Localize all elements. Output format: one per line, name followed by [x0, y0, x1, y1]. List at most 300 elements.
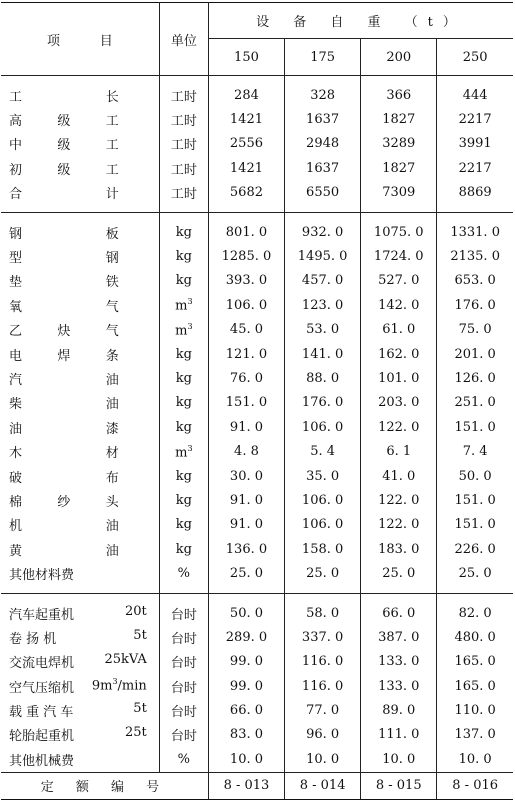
value-cell: 932. 0	[285, 220, 361, 244]
value-cell: 1421	[208, 156, 284, 180]
item-name-cell	[1, 464, 159, 488]
value-cell: 176. 0	[454, 297, 496, 313]
item-name-cell	[1, 132, 159, 156]
unit-text: m	[175, 322, 188, 338]
unit-cell	[159, 132, 208, 156]
value-cell: 58. 0	[285, 601, 361, 625]
unit-text: kg	[175, 468, 192, 484]
unit-cell	[159, 318, 208, 342]
machine-spec-text: 5t	[133, 701, 147, 717]
item-name-char: 级	[57, 138, 71, 154]
value-cell: 3991	[458, 136, 492, 152]
material-row	[1, 220, 513, 244]
value-cell: 133. 0	[361, 650, 437, 674]
item-name-char: 工	[105, 162, 119, 178]
value-cell: 101. 0	[361, 366, 437, 390]
machine-spec	[125, 725, 147, 744]
value-cell: 91. 0	[208, 513, 284, 537]
item-name-char: 合	[9, 187, 23, 203]
machinery-row	[1, 625, 513, 649]
unit-cell	[159, 513, 208, 537]
item-name-cell	[1, 366, 159, 390]
value-cell: 77. 0	[285, 698, 361, 722]
spacer-cell	[437, 76, 513, 84]
machine-name: 轮胎起重机	[9, 729, 75, 745]
value-cell: 2556	[208, 132, 284, 156]
material-row	[1, 318, 513, 342]
value-cell: 393. 0	[208, 269, 284, 293]
item-name-char: 级	[57, 162, 71, 178]
unit-text: 台时	[170, 729, 197, 745]
value-cell: 6550	[285, 181, 361, 205]
value-cell: 25. 0	[458, 566, 492, 582]
spacer-cell	[159, 205, 208, 213]
unit-cell	[159, 625, 208, 649]
machine-name: 卷 扬 机	[9, 631, 57, 647]
unit-superscript: 3	[187, 321, 193, 331]
item-name-char: 汽	[9, 372, 23, 388]
value-cell: 2217	[458, 112, 492, 128]
header-unit: 单位	[159, 3, 208, 76]
unit-text: 台时	[170, 705, 197, 721]
item-name-char: 氧	[9, 299, 23, 315]
value-cell: 142. 0	[361, 293, 437, 317]
spacer-cell	[208, 212, 284, 220]
unit-text: 工时	[170, 162, 197, 178]
item-name-char: 气	[105, 299, 119, 315]
material-row	[1, 366, 513, 390]
machine-spec-text: 5t	[133, 627, 147, 643]
machinery-row	[1, 601, 513, 625]
unit-cell	[159, 747, 208, 772]
header-item-cell	[1, 3, 159, 76]
header-row-1	[1, 3, 513, 39]
item-name-char: 材	[105, 446, 119, 462]
item-name-cell	[1, 269, 159, 293]
unit-cell	[159, 83, 208, 107]
unit-text: kg	[175, 346, 192, 362]
value-cell: 61. 0	[361, 318, 437, 342]
labor-row	[1, 132, 513, 156]
value-cell: 25. 0	[361, 561, 437, 585]
value-cell: 1827	[361, 107, 437, 131]
unit-text: kg	[175, 249, 192, 265]
item-name-cell	[1, 439, 159, 463]
value-cell: 116. 0	[285, 674, 361, 698]
value-cell: 50. 0	[208, 601, 284, 625]
spacer-cell	[285, 205, 361, 213]
item-name-char: 钢	[105, 251, 119, 267]
item-name-cell	[1, 220, 159, 244]
value-cell: 3289	[361, 132, 437, 156]
unit-cell	[159, 723, 208, 747]
unit-text: kg	[175, 370, 192, 386]
value-cell: 444	[462, 87, 488, 103]
unit-cell	[159, 220, 208, 244]
machine-name: 交流电焊机	[9, 656, 75, 672]
spacer-row	[1, 593, 513, 601]
value-cell: 1421	[208, 107, 284, 131]
item-name-char: 油	[105, 543, 119, 559]
machinery-row	[1, 723, 513, 747]
machine-name-cell	[1, 723, 159, 747]
item-name-char: 头	[105, 494, 119, 510]
value-cell: 5. 4	[285, 439, 361, 463]
spacer-cell	[159, 586, 208, 594]
item-name-char: 型	[9, 251, 23, 267]
value-cell: 116. 0	[285, 650, 361, 674]
item-name-char: 条	[105, 348, 119, 364]
value-cell: 203. 0	[361, 391, 437, 415]
value-cell: 226. 0	[454, 541, 496, 557]
value-cell: 136. 0	[208, 537, 284, 561]
machine-spec	[92, 677, 147, 696]
value-cell: 91. 0	[208, 488, 284, 512]
value-cell: 183. 0	[361, 537, 437, 561]
machine-spec	[125, 604, 147, 623]
item-name-char: 气	[105, 324, 119, 340]
quota-code: 8 - 013	[208, 772, 284, 799]
unit-text: %	[177, 566, 191, 582]
labor-row	[1, 156, 513, 180]
spacer-cell	[159, 593, 208, 601]
machine-name: 汽车起重机	[9, 607, 75, 623]
material-row	[1, 488, 513, 512]
value-cell: 10. 0	[208, 747, 284, 772]
value-cell: 4. 8	[208, 439, 284, 463]
unit-cell	[159, 107, 208, 131]
unit-text: kg	[175, 517, 192, 533]
labor-row	[1, 107, 513, 131]
value-cell: 106. 0	[285, 513, 361, 537]
value-cell: 1495. 0	[285, 244, 361, 268]
value-cell: 75. 0	[458, 322, 492, 338]
spacer-cell	[208, 76, 284, 84]
item-name-cell	[1, 107, 159, 131]
spacer-cell	[361, 586, 437, 594]
material-row	[1, 244, 513, 268]
machine-name: 空气压缩机	[9, 680, 75, 696]
value-cell: 110. 0	[454, 703, 496, 719]
item-name-char: 炔	[57, 324, 71, 340]
unit-cell	[159, 415, 208, 439]
machine-name: 载 重 汽 车	[9, 705, 74, 721]
spacer-row	[1, 205, 513, 213]
material-row	[1, 439, 513, 463]
value-cell: 106. 0	[285, 488, 361, 512]
unit-cell	[159, 439, 208, 463]
value-cell: 2948	[285, 132, 361, 156]
unit-text: %	[177, 751, 191, 767]
material-row	[1, 342, 513, 366]
item-name-char: 油	[105, 519, 119, 535]
machine-name-cell	[1, 625, 159, 649]
item-name-char: 焊	[57, 348, 71, 364]
value-cell: 165. 0	[454, 654, 496, 670]
quota-code: 8 - 016	[437, 772, 513, 799]
header-col-250: 250	[437, 39, 513, 76]
value-cell: 289. 0	[208, 625, 284, 649]
value-cell: 53. 0	[285, 318, 361, 342]
value-cell: 1075. 0	[361, 220, 437, 244]
unit-cell	[159, 561, 208, 585]
value-cell: 653. 0	[454, 273, 496, 289]
spacer-cell	[285, 76, 361, 84]
value-cell: 122. 0	[361, 513, 437, 537]
item-name-char: 破	[9, 470, 23, 486]
spacer-cell	[437, 593, 513, 601]
machine-name-cell	[1, 601, 159, 625]
unit-text: 台时	[170, 631, 197, 647]
quota-table	[1, 2, 513, 800]
item-name-char: 布	[105, 470, 119, 486]
value-cell: 66. 0	[361, 601, 437, 625]
unit-cell	[159, 698, 208, 722]
value-cell: 1827	[361, 156, 437, 180]
spacer-cell	[361, 593, 437, 601]
item-name-char: 工	[105, 138, 119, 154]
spacer-cell	[159, 212, 208, 220]
value-cell: 10. 0	[458, 751, 492, 767]
value-cell: 158. 0	[285, 537, 361, 561]
material-row	[1, 293, 513, 317]
machine-spec-text: 20t	[125, 603, 147, 619]
value-cell: 91. 0	[208, 415, 284, 439]
value-cell: 8869	[458, 185, 492, 201]
value-cell: 137. 0	[454, 727, 496, 743]
unit-text: kg	[175, 492, 192, 508]
unit-text: 工时	[170, 89, 197, 105]
item-name-cell	[1, 181, 159, 205]
unit-text: 台时	[170, 607, 197, 623]
item-name-char: 工	[9, 89, 23, 105]
item-name-cell	[1, 83, 159, 107]
value-cell: 141. 0	[285, 342, 361, 366]
material-row	[1, 561, 513, 585]
value-cell: 111. 0	[361, 723, 437, 747]
unit-text: kg	[175, 273, 192, 289]
value-cell: 99. 0	[208, 650, 284, 674]
unit-text: kg	[175, 395, 192, 411]
header-group-title: 设 备 自 重 （t）	[208, 3, 513, 39]
header-col-200: 200	[361, 39, 437, 76]
unit-text: m	[175, 444, 188, 460]
spacer-cell	[159, 76, 208, 84]
value-cell: 1637	[285, 107, 361, 131]
value-cell: 10. 0	[285, 747, 361, 772]
unit-text: kg	[175, 419, 192, 435]
value-cell: 66. 0	[208, 698, 284, 722]
item-name-char: 高	[9, 114, 23, 130]
item-name-char: 纱	[57, 494, 71, 510]
value-cell: 1637	[285, 156, 361, 180]
unit-text: 工时	[170, 114, 197, 130]
value-cell: 151. 0	[454, 517, 496, 533]
item-name-cell	[1, 513, 159, 537]
value-cell: 1724. 0	[361, 244, 437, 268]
unit-cell	[159, 293, 208, 317]
spacer-cell	[361, 205, 437, 213]
value-cell: 25. 0	[208, 561, 284, 585]
value-cell: 337. 0	[285, 625, 361, 649]
value-cell: 126. 0	[454, 370, 496, 386]
unit-text: m	[175, 298, 188, 314]
unit-cell	[159, 537, 208, 561]
material-row	[1, 464, 513, 488]
value-cell: 6. 1	[361, 439, 437, 463]
value-cell: 2217	[458, 160, 492, 176]
spacer-row	[1, 212, 513, 220]
material-row	[1, 537, 513, 561]
unit-cell	[159, 156, 208, 180]
item-name-cell	[1, 537, 159, 561]
material-row	[1, 513, 513, 537]
item-name-cell	[1, 318, 159, 342]
value-cell: 89. 0	[361, 698, 437, 722]
machinery-row	[1, 650, 513, 674]
unit-cell	[159, 342, 208, 366]
unit-text: 工时	[170, 187, 197, 203]
value-cell: 122. 0	[361, 488, 437, 512]
spacer-row	[1, 76, 513, 84]
item-name-char: 木	[9, 446, 23, 462]
labor-row	[1, 181, 513, 205]
item-name-char: 钢	[9, 226, 23, 242]
value-cell: 5682	[208, 181, 284, 205]
value-cell: 50. 0	[458, 468, 492, 484]
value-cell: 366	[361, 83, 437, 107]
item-name-char: 垫	[9, 275, 23, 291]
item-name-char: 黄	[9, 543, 23, 559]
labor-row	[1, 83, 513, 107]
machine-spec-tail: /min	[117, 678, 147, 693]
spacer-cell	[1, 593, 159, 601]
machine-spec	[133, 701, 147, 720]
spacer-cell	[361, 212, 437, 220]
item-name-char: 初	[9, 162, 23, 178]
value-cell: 2135. 0	[450, 249, 500, 265]
header-col-150: 150	[208, 39, 284, 76]
unit-superscript: 3	[187, 443, 193, 453]
machine-name-cell	[1, 747, 159, 772]
machine-spec-text: 25kVA	[104, 652, 147, 668]
machine-name-cell	[1, 650, 159, 674]
item-name: 其他材料费	[9, 568, 75, 584]
item-name-char: 板	[105, 226, 119, 242]
item-name-char: 油	[9, 421, 23, 437]
item-name-char: 乙	[9, 324, 23, 340]
unit-cell	[159, 650, 208, 674]
header-item-a: 项	[47, 33, 61, 49]
value-cell: 165. 0	[454, 678, 496, 694]
item-name-cell	[1, 342, 159, 366]
unit-text: 台时	[170, 656, 197, 672]
spacer-cell	[208, 593, 284, 601]
value-cell: 30. 0	[208, 464, 284, 488]
value-cell: 35. 0	[285, 464, 361, 488]
value-cell: 121. 0	[208, 342, 284, 366]
item-name-char: 油	[105, 372, 119, 388]
unit-text: kg	[175, 541, 192, 557]
value-cell: 106. 0	[208, 293, 284, 317]
spacer-cell	[285, 586, 361, 594]
header-col-175: 175	[285, 39, 361, 76]
value-cell: 251. 0	[454, 395, 496, 411]
value-cell: 76. 0	[208, 366, 284, 390]
machinery-row	[1, 698, 513, 722]
value-cell: 122. 0	[361, 415, 437, 439]
value-cell: 1285. 0	[208, 244, 284, 268]
spacer-cell	[1, 205, 159, 213]
value-cell: 1331. 0	[450, 224, 500, 240]
value-cell: 527. 0	[361, 269, 437, 293]
machinery-row	[1, 747, 513, 772]
value-cell: 45. 0	[208, 318, 284, 342]
item-name-cell	[1, 244, 159, 268]
machine-spec	[104, 652, 146, 671]
spacer-cell	[437, 212, 513, 220]
value-cell: 10. 0	[361, 747, 437, 772]
item-name-cell	[1, 488, 159, 512]
item-name-char: 计	[105, 187, 119, 203]
spacer-cell	[208, 586, 284, 594]
unit-cell	[159, 391, 208, 415]
value-cell: 328	[285, 83, 361, 107]
item-name-char: 长	[105, 89, 119, 105]
machine-spec-text: 25t	[125, 725, 147, 741]
value-cell: 284	[208, 83, 284, 107]
item-name-char: 棉	[9, 494, 23, 510]
spacer-cell	[437, 586, 513, 594]
value-cell: 82. 0	[458, 605, 492, 621]
value-cell: 201. 0	[454, 346, 496, 362]
value-cell: 133. 0	[361, 674, 437, 698]
item-name-char: 工	[105, 114, 119, 130]
spacer-cell	[1, 586, 159, 594]
value-cell: 25. 0	[285, 561, 361, 585]
quota-code: 8 - 014	[285, 772, 361, 799]
value-cell: 41. 0	[361, 464, 437, 488]
quota-code: 8 - 015	[361, 772, 437, 799]
unit-cell	[159, 601, 208, 625]
value-cell: 151. 0	[454, 419, 496, 435]
value-cell: 106. 0	[285, 415, 361, 439]
material-row	[1, 269, 513, 293]
unit-cell	[159, 674, 208, 698]
item-name-char: 柴	[9, 397, 23, 413]
item-name-char: 漆	[105, 421, 119, 437]
value-cell: 88. 0	[285, 366, 361, 390]
unit-cell	[159, 464, 208, 488]
value-cell: 151. 0	[454, 492, 496, 508]
value-cell: 96. 0	[285, 723, 361, 747]
item-name-cell	[1, 293, 159, 317]
unit-text: 工时	[170, 138, 197, 154]
value-cell: 123. 0	[285, 293, 361, 317]
unit-text: 台时	[170, 680, 197, 696]
spacer-row	[1, 586, 513, 594]
item-name-char: 中	[9, 138, 23, 154]
item-name-cell	[1, 156, 159, 180]
header-item-b: 目	[99, 33, 113, 49]
item-name-char: 电	[9, 348, 23, 364]
unit-cell	[159, 181, 208, 205]
unit-text: kg	[175, 224, 192, 240]
item-name-cell	[1, 561, 159, 585]
value-cell: 83. 0	[208, 723, 284, 747]
machine-name: 其他机械费	[9, 753, 75, 769]
value-cell: 801. 0	[208, 220, 284, 244]
